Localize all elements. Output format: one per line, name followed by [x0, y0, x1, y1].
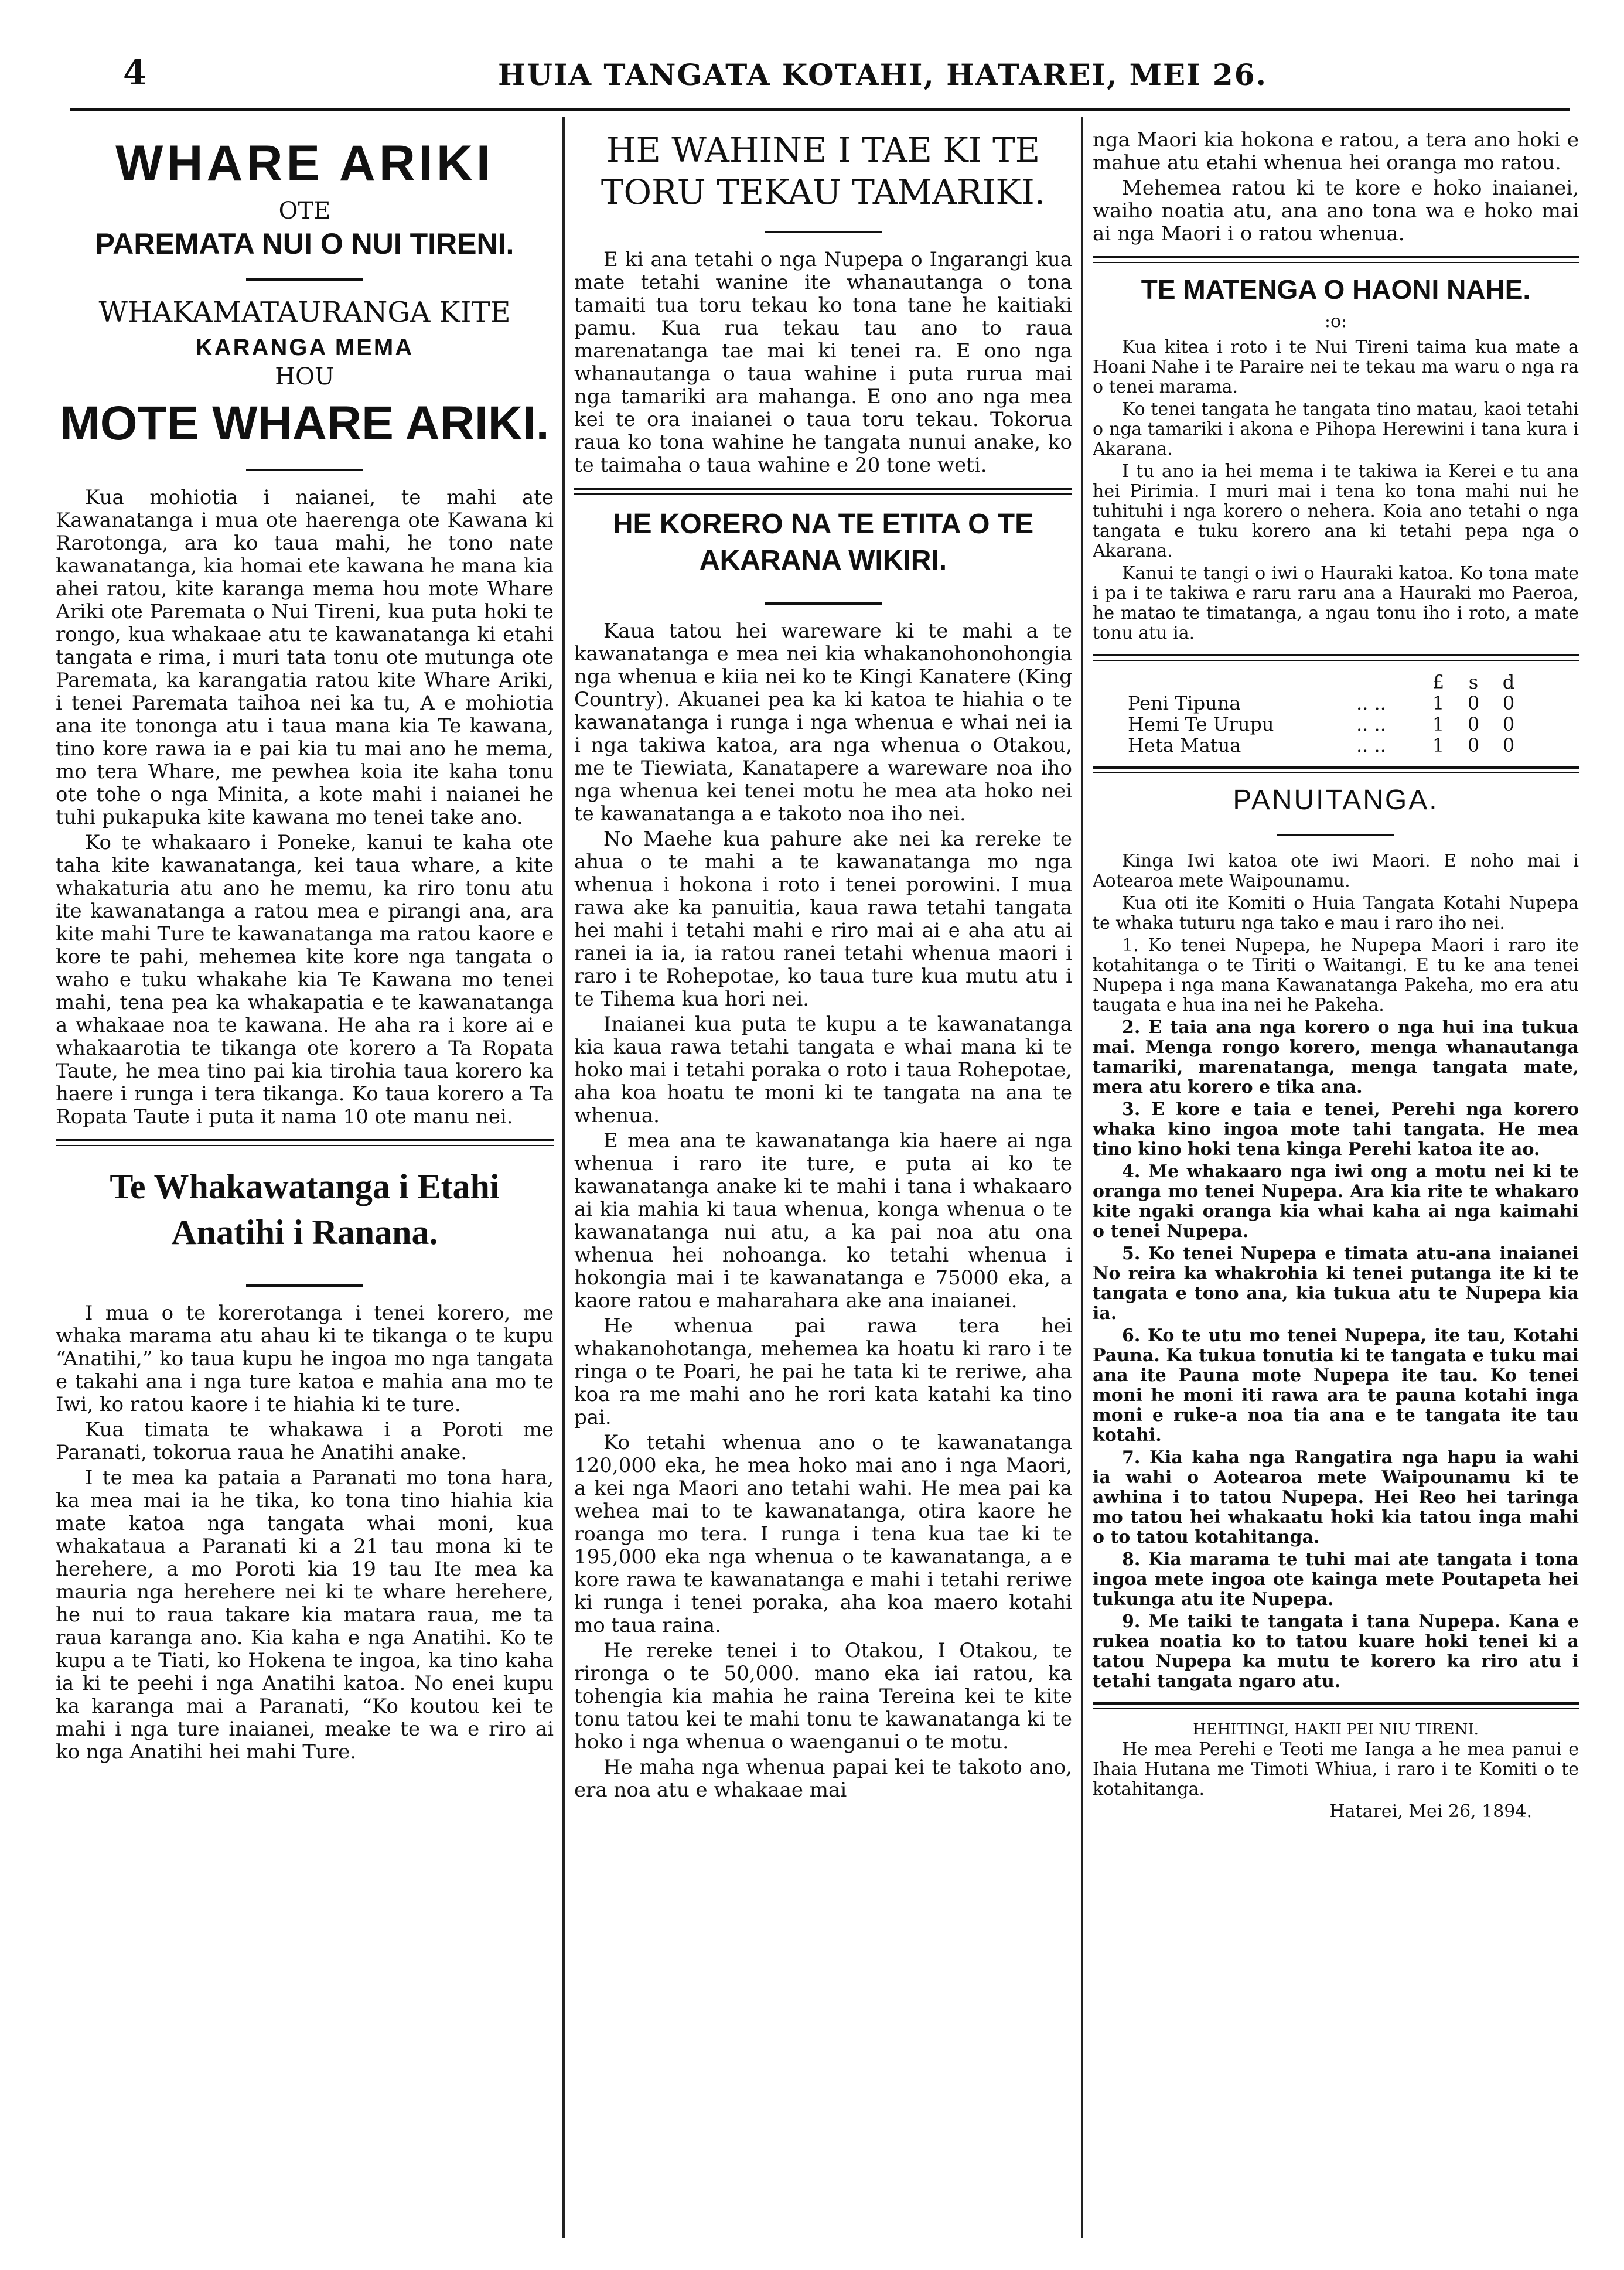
headline-te-matenga: TE MATENGA O HAONI NAHE. — [1141, 274, 1531, 305]
subscription-list — [1128, 672, 1579, 756]
article-paragraph: I tu ano ia hei mema i te takiwa ia Kerei e tu ana hei Pirimia. I muri mai i tena ko tona mahi nui he tuhituhi i nga korero o nehera. Koia ano tetahi o nga tangata e tuku korero ana ki tetahi pepa nga o Akarana. — [1093, 461, 1579, 561]
column-divider — [1081, 117, 1083, 2238]
section-rule — [1093, 1702, 1579, 1709]
article-paragraph: I te mea ka pataia a Paranati mo tona hara, ka mea mai ia he tika, ko tona tino hiahia kia mate katoa nga tangata whai moni, kua whakataua a Paranati ki a 21 tau mona ki te herehere, a mo Poroti kia 19 tau Ite mea ka mauria nga herehere nei ki te whare herehere, he nui to raua takare kia matara raua, me ta raua karanga ano. Kia kaha e nga Anatihi. Ko te kupu a te Tiati, ko Hokena te ingoa, ka tino kaha ia ki te peehi i nga Anatihi katoa. No enei kupu ka karanga mai a Paranati, “Ko koutou kei te mahi i nga ture inaianei, meake te wa e riro ai ko nga Anatihi hei mahi Ture. — [56, 1466, 554, 1764]
masthead: HUIA TANGATA KOTAHI, HATAREI, MEI 26. — [498, 57, 1267, 92]
article-paragraph: He rereke tenei i to Otakou, I Otakou, te rironga o te 50,000. mano eka iai ratou, ka tohengia kia mahia he raina Tereina kei te kite tonu tatou kei te mahi tonu te kawanatanga ki te hoko i nga whenua o waenganui o te motu. — [574, 1639, 1072, 1754]
price-row: Peni Tipuna .. .. 1 0 0 — [1128, 693, 1579, 714]
section-rule — [574, 488, 1072, 495]
divider — [574, 591, 1072, 614]
column-divider — [562, 117, 565, 2238]
article-paragraph: Kua mohiotia i naianei, te mahi ate Kawanatanga i mua ote haerenga ote Kawana ki Rarotonga, ara ko taua mahi, he tono nate kawanatanga, kia homai ete kawana he mana kia ahei ratou, kite karanga mema hou mote Whare Ariki ote Paremata o Nui Tireni, kua puta hoki te rongo, kua whakaae atu te kawanatanga ki etahi tangata e rima, i muri tata tonu ote mutunga ote Paremata, ka karangatia ratou kite Whare Ariki, i tenei Paremata taihoa nei ka tu, A e mohiotia ana ite tononga atu i taua mana kia Te kawana, tino kore rawa ia e pai kia tu mai ano he mema, mo tera Whare, me pewhea koia ite kaha tonu ote tohe o nga Minita, a kote mahi i naianei he tuhi pukapuka kite kawana mo tenei take ano. — [56, 486, 554, 829]
subscriber-name: Heta Matua — [1128, 734, 1241, 756]
page-number: 4 — [123, 53, 147, 93]
article-paragraph: Mehemea ratou ki te kore e hoko inaianei, waiho noatia atu, ana ano tona wa e hoko mai ai nga Maori i o ratou whenua. — [1093, 176, 1579, 246]
page-header — [76, 41, 1576, 100]
notice-item: 3. E kore e taia e tenei, Perehi nga korero whaka kino ingoa mote tahi tangata. He mea tino kino hoki tena kinga Perehi katoa ite ao. — [1093, 1099, 1579, 1160]
pound-header: £ — [1432, 671, 1445, 693]
subhead-karanga: KARANGA MEMA — [195, 335, 414, 360]
pence-header: d — [1502, 671, 1515, 693]
headline-mote-whare-ariki: MOTE WHARE ARIKI. — [60, 397, 550, 450]
pence: 0 — [1502, 692, 1515, 714]
article-paragraph: Kua timata te whakawa i a Poroti me Paranati, tokorua raua he Anatihi anake. — [56, 1418, 554, 1464]
notice-item: 5. Ko tenei Nupepa e timata atu-ana inaianei No reira ka whakrohia ki tenei putanga ite ki te tangata e tono ana, kia tukua atu te Nupepa kia ia. — [1093, 1243, 1579, 1324]
article-paragraph: Kaua tatou hei wareware ki te mahi a te kawanatanga e mea nei kia whakanohonohongia nga whenua e kiia nei ko te Kingi Kanatere (King Country). Akuanei pea ka ki katoa te hiahia o te kawanatanga i runga i nga whenua e whai nei ia i nga takiwa katoa, ara nga whenua o Otakou, me te Tiewiata, Kanatapere a wareware noa iho nga whenua kei tenei motu he mea ata hoko nei te kawanatanga a e takoto noa iho nei. — [574, 619, 1072, 826]
article-paragraph: Kua kitea i roto i te Nui Tireni taima kua mate a Hoani Nahe i te Paraire nei te tekau ma waru o nga ra o tenei marama. — [1093, 337, 1579, 397]
pounds: 1 — [1432, 734, 1445, 756]
shillings: 0 — [1467, 734, 1480, 756]
column-2 — [574, 129, 1072, 2238]
article-paragraph: Inaianei kua puta te kupu a te kawanatanga kia kaua rawa tetahi tangata e whai mana ki te hoko mai i tetahi poraka o roto i taua Rohepotae, aha koa hoatu te moni ki te tangata na ana te whenua. — [574, 1013, 1072, 1127]
divider — [574, 219, 1072, 243]
pence: 0 — [1502, 734, 1515, 756]
article-paragraph: Ko te whakaaro i Poneke, kanui te kaha ote taha kite kawanatanga, kei taua whare, a kite whakaturia atu ano he memu, ka riro tonu atu ite kawanatanga a ratou mea e pirangi ana, ara kite mahi Ture te kawanatanga ma ratou kaore e kore te pahi, mehemea kite kore nga tangata o waho e tuku whakahe kia Te Kawana mo tenei mahi, tena pea ka whakapatia e te kawanatanga a whakaae noa te kawana. He aha ra i kore ai e whakaarotia te tikanga ote korero a Ta Ropata Taute, he mea tino pai kia tirohia taua korero ka haere i runga i tera tikanga. Ko taua korero a Ta Ropata Taute i puta it nama 10 ote manu nei. — [56, 831, 554, 1129]
price-row: Heta Matua .. .. 1 0 0 — [1128, 735, 1579, 756]
headline-he-wahine: HE WAHINE I TAE KI TE TORU TEKAU TAMARIKI. — [601, 130, 1046, 212]
article-paragraph: E ki ana tetahi o nga Nupepa o Ingarangi kua mate tetahi wanine ite whanautanga o tona tamaiti tua toru tekau ko tona tane he kaitiaki pamu. Kua rua tekau tau ano to raua marenatanga tae mai ki tenei ra. E ono nga whanautanga o taua wahine i puta rurua mai nga tamariki ara mahanga. E ono ano nga mea kei te ora inaianei o taua toru tekau. Tokorua raua ko tona wahine he tangata nunui anake, ko te taimaha o taua wahine e 20 tone weti. — [574, 248, 1072, 477]
subhead-hou: HOU — [275, 363, 335, 390]
divider — [1093, 822, 1579, 846]
subhead-paremata: PAREMATA NUI O NUI TIRENI. — [95, 227, 514, 260]
headline-whakawatanga: Te Whakawatanga i Etahi Anatihi i Ranana. — [110, 1167, 500, 1252]
article-paragraph: He maha nga whenua papai kei te takoto ano, era noa atu e whakaae mai — [574, 1756, 1072, 1802]
price-row: Hemi Te Urupu .. .. 1 0 0 — [1128, 714, 1579, 735]
divider — [56, 267, 554, 290]
subscriber-name: Peni Tipuna — [1128, 692, 1241, 714]
footer-date: Hatarei, Mei 26, 1894. — [1329, 1801, 1532, 1822]
column-1 — [56, 129, 554, 2238]
footer-text: He mea Perehi e Teoti me Ianga a he mea panui e Ihaia Hutana me Timoti Whiua, i raro i te Komiti o te kotahitanga. — [1093, 1739, 1579, 1799]
section-rule — [1093, 256, 1579, 263]
shilling-header: s — [1468, 671, 1479, 693]
notice-item: 6. Ko te utu mo tenei Nupepa, ite tau, Kotahi Pauna. Ka tukua tonutia ki te tangata e tuku mai ana ite Pauna mote Nupepa ite tau. Ko tenei moni he moni iti rawa ara te pauna kotahi inga moni e ruke-a noa tia ana e te tangata ite tau kotahi. — [1093, 1325, 1579, 1446]
section-rule — [56, 1139, 554, 1146]
subscriber-name: Hemi Te Urupu — [1128, 713, 1274, 735]
article-paragraph: He whenua pai rawa tera hei whakanohotanga, mehemea ka hoatu ki raro i te ringa o te Poari, he pai he tata ki te reriwe, aha koa ra me mahi ano he rori kata katahi ka tino pai. — [574, 1314, 1072, 1429]
notice-item: 9. Me taiki te tangata i tana Nupepa. Kana e rukea noatia ko to tatou kuare hoki tenei ki a tatou Nupepa ka mutu te korero ka riro atu i tetahi tangata ngaro atu. — [1093, 1611, 1579, 1692]
divider — [56, 1273, 554, 1296]
notice-item: 4. Me whakaaro nga iwi ong a motu nei ki te oranga mo tenei Nupepa. Ara kia rite te whakaro kite ngaki oranga kia whai kaha ai nga kaimahi o tenei Nupepa. — [1093, 1161, 1579, 1242]
subhead-whakamatauranga: WHAKAMATAURANGA KITE — [98, 296, 511, 329]
header-rule — [70, 108, 1570, 111]
article-paragraph: E mea ana te kawanatanga kia haere ai nga whenua i raro ite ture, e puta ai ko te kawanatanga anake ki te mahi i tana i whakaaro ai kia mahia ki taua whenua, konga whenua o te kawanatanga nui atu, a ka pai noa atu ona whenua hei nohoanga. ko tetahi whenua i hokongia mai i te kawanatanga e 75000 eka, a kaore ratou e maharahara ake ana inaianei. — [574, 1129, 1072, 1313]
divider — [56, 457, 554, 480]
shillings: 0 — [1467, 713, 1480, 735]
article-paragraph: I mua o te korerotanga i tenei korero, me whaka marama atu ahau ki te tikanga o te kupu “Anatihi,” ko taua kupu he ingoa mo nga tangata e takahi ana i nga ture katoa e mahia ana mo te Iwi, ko ratou kaore i te hiahia ki te ture. — [56, 1301, 554, 1416]
section-rule — [1093, 766, 1579, 773]
pounds: 1 — [1432, 713, 1445, 735]
article-paragraph: nga Maori kia hokona e ratou, a tera ano hoki e mahue atu etahi whenua hei oranga mo ratou. — [1093, 129, 1579, 175]
headline-whare-ariki: WHARE ARIKI — [115, 135, 494, 192]
shillings: 0 — [1467, 692, 1480, 714]
footer-title: HEHITINGI, HAKII PEI NIU TIRENI. — [1193, 1721, 1479, 1739]
headline-panuitanga: PANUITANGA. — [1233, 785, 1439, 816]
notice-item: 7. Kia kaha nga Rangatira nga hapu ia wahi ia wahi o Aotearoa mete Waipounamu ki te awhina i to tatou Nupepa. Hei Reo hei taringa mo tatou hei whakaatu hoki kia tatou inga mahi o to tatou kotahitanga. — [1093, 1447, 1579, 1548]
article-paragraph: Ko tetahi whenua ano o te kawanatanga 120,000 eka, he mea hoko mai ano i nga Maori, a kei nga Maori ano tetahi wahi. He mea pai ka wehea mai to te kawanatanga, otira kaore he roanga mo tera. I runga i tena kua tae ki te 195,000 eka nga whenua o te kawanatanga, a e kore rawa te kawanatanga e mahi i tetahi reriwe ki runga i tenei poraka, aha koa maero kotahi mo taua raina. — [574, 1431, 1072, 1637]
column-3 — [1093, 129, 1579, 2238]
notice-item: 8. Kia marama te tuhi mai ate tangata i tona ingoa mete ingoa ote kainga mete Poutapeta hei tukunga atu ite Nupepa. — [1093, 1549, 1579, 1610]
subhead-ote: OTE — [278, 197, 331, 224]
price-header-row — [1128, 672, 1579, 693]
pounds: 1 — [1432, 692, 1445, 714]
article-paragraph: Ko tenei tangata he tangata tino matau, kaoi tetahi o nga tamariki i akona e Pihopa Herewini i tana kura i Akarana. — [1093, 399, 1579, 459]
pence: 0 — [1502, 713, 1515, 735]
notice-paragraph: Kinga Iwi katoa ote iwi Maori. E noho mai i Aotearoa mete Waipounamu. — [1093, 851, 1579, 891]
notice-item: 1. Ko tenei Nupepa, he Nupepa Maori i raro ite kotahitanga o te Tiriti o Waitangi. E tu ke ana tenei Nupepa i nga mana Kawanatanga Pakeha, mo era atu taugata e hua ina nei he Pakeha. — [1093, 935, 1579, 1015]
divider-colon: :o: — [1324, 311, 1347, 332]
article-paragraph: No Maehe kua pahure ake nei ka rereke te ahua o te mahi a te kawanatanga mo nga whenua i hokona i roto i tenei porowini. I mua rawa ake ka panuitia, kaua rawa tetahi tangata hei mahi i tetahi mahi e riro mai ai e aha atu ai ranei ia ia, ia ratou ranei tetahi whenua maori i raro i te Rohepotae, ko taua ture kua mutu atu i te Tihema kua hori nei. — [574, 827, 1072, 1011]
section-rule — [1093, 654, 1579, 661]
notice-item: 2. E taia ana nga korero o nga hui ina tukua mai. Menga rongo korero, menga whanautanga tamariki, marenatanga, menga tangata mate, mera atu korero e tika ana. — [1093, 1017, 1579, 1097]
headline-he-korero: HE KORERO NA TE ETITA O TE AKARANA WIKIRI. — [612, 509, 1034, 576]
notice-paragraph: Kua oti ite Komiti o Huia Tangata Kotahi Nupepa te whaka tuturu nga tako e mau i raro iho nei. — [1093, 893, 1579, 933]
article-paragraph: Kanui te tangi o iwi o Hauraki katoa. Ko tona mate i pa i te takiwa e raru raru ana a Hauraki mo Paeroa, he matao te timatanga, a ngau tonu iho i roto, a mate tonu atu ia. — [1093, 563, 1579, 643]
